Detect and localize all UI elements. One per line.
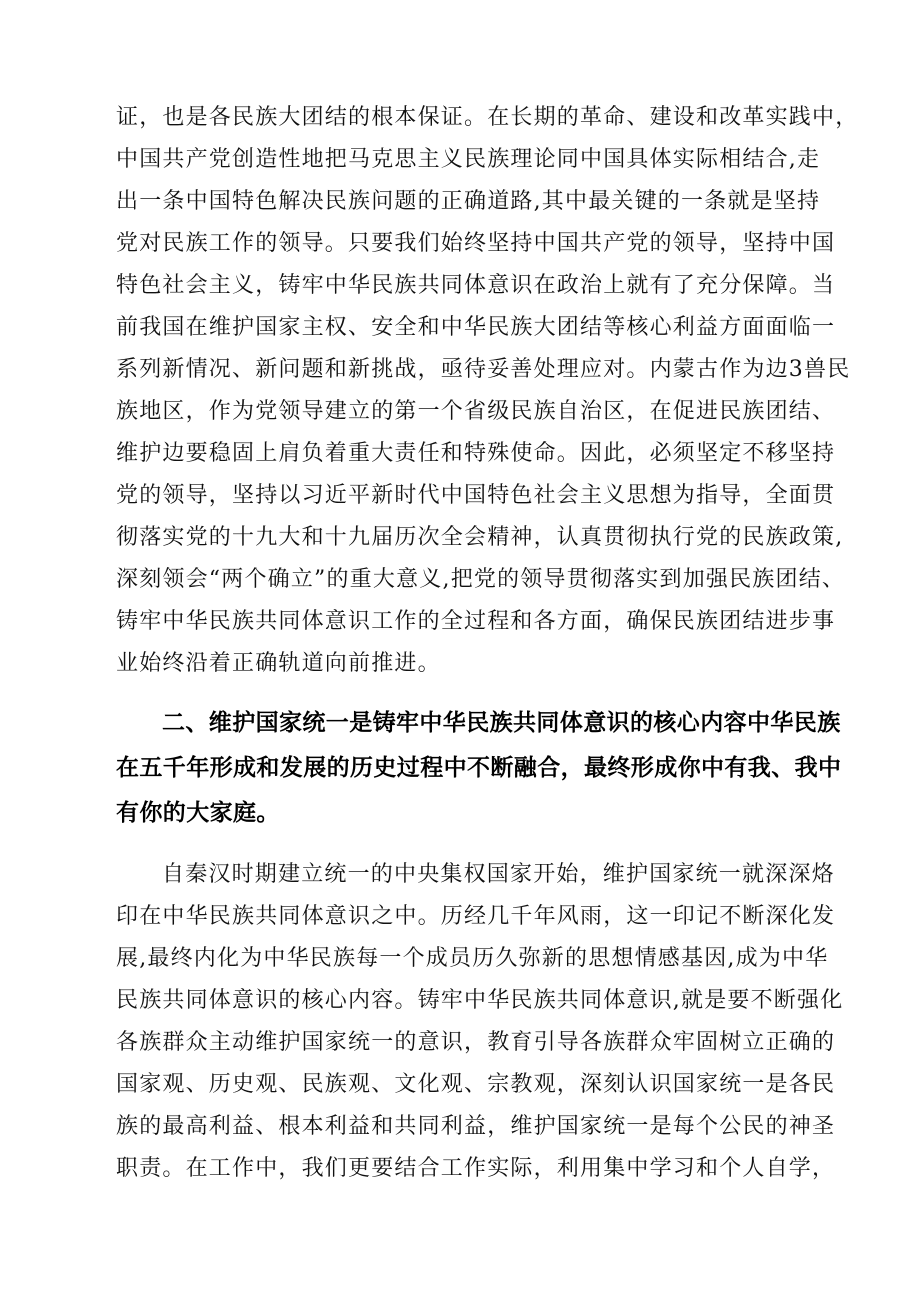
paragraph-1-line-10: 党的领导，坚持以习近平新时代中国特色社会主义思想为指导，全面贯 (116, 483, 836, 508)
paragraph-1-line-11: 彻落实党的十九大和十九届历次全会精神，认真贯彻执行党的民族政策, (116, 525, 844, 550)
paragraph-1-line-7: 系列新情况、新问题和新挑战，亟待妥善处理应对。内蒙古作为边3兽民 (116, 357, 851, 382)
paragraph-1-line-3: 出一条中国特色解决民族问题的正确道路,其中最关键的一条就是坚持 (116, 189, 821, 214)
paragraph-1-line-6: 前我国在维护国家主权、安全和中华民族大团结等核心利益方面面临一 (116, 315, 836, 340)
paragraph-2-line-4: 民族共同体意识的核心内容。铸牢中华民族共同体意识,就是要不断强化 (116, 988, 844, 1013)
section-heading-line-3: 有你的大家庭。 (116, 800, 280, 826)
paragraph-1-line-13: 铸牢中华民族共同体意识工作的全过程和各方面，确保民族团结进步事 (116, 609, 836, 634)
paragraph-2-line-7: 族的最高利益、根本利益和共同利益，维护国家统一是每个公民的神圣 (116, 1114, 836, 1139)
section-heading-line-2: 在五千年形成和发展的历史过程中不断融合，最终形成你中有我、我中 (116, 755, 842, 781)
paragraph-1-line-8: 族地区，作为党领导建立的第一个省级民族自治区，在促进民族团结、 (116, 399, 836, 424)
paragraph-2-line-3: 展,最终内化为中华民族每一个成员历久弥新的思想情感基因,成为中华 (116, 946, 829, 971)
paragraph-1-line-5: 特色社会主义，铸牢中华民族共同体意识在政治上就有了充分保障。当 (116, 273, 836, 298)
paragraph-1-line-4: 党对民族工作的领导。只要我们始终坚持中国共产党的领导，坚持中国 (116, 231, 836, 256)
paragraph-2-line-8: 职责。在工作中，我们更要结合工作实际，利用集中学习和个人自学， (116, 1156, 836, 1181)
paragraph-1-line-12: 深刻领会“两个确立”的重大意义,把党的领导贯彻落实到加强民族团结、 (116, 567, 846, 592)
paragraph-2-line-6: 国家观、历史观、民族观、文化观、宗教观，深刻认识国家统一是各民 (116, 1072, 836, 1097)
paragraph-1-line-14: 业始终沿着正确轨道向前推进。 (116, 651, 441, 676)
section-heading-line-1: 二、维护国家统一是铸牢中华民族共同体意识的核心内容中华民族 (162, 710, 841, 736)
paragraph-2-line-5: 各族群众主动维护国家统一的意识，教育引导各族群众牢固树立正确的 (116, 1030, 836, 1055)
paragraph-1-line-2: 中国共产党创造性地把马克思主义民族理论同中国具体实际相结合,走 (116, 147, 821, 172)
paragraph-1-line-1: 证，也是各民族大团结的根本保证。在长期的革命、建设和改革实践中， (116, 105, 859, 130)
paragraph-1-line-9: 维护边要稳固上肩负着重大责任和特殊使命。因此，必须坚定不移坚持 (116, 441, 836, 466)
paragraph-2-line-2: 印在中华民族共同体意识之中。历经几千年风雨，这一印记不断深化发 (116, 904, 836, 929)
paragraph-2-line-1: 自秦汉时期建立统一的中央集权国家开始，维护国家统一就深深烙 (162, 862, 835, 887)
